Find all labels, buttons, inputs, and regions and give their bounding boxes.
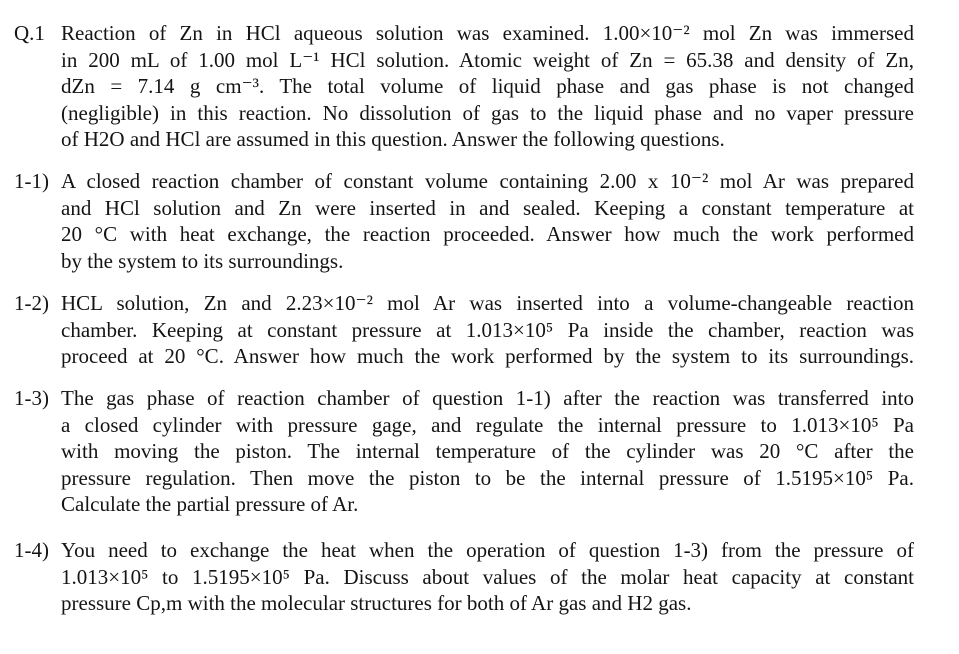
q1-3-label: 1-3) [14,386,49,410]
q1-1-text-line-3: 20 °C with heat exchange, the reaction proceeded. Answer how much the work performed [61,222,914,247]
q1-1-line-4 [14,248,914,275]
q1-label: Q.1 [14,21,45,45]
q1-2-text-line-1: HCL solution, Zn and 2.23×10⁻² mol Ar was inserted into a volume-changeable reaction [61,291,914,315]
q1-text-line-5: of H2O and HCl are assumed in this question. Answer the following questions. [61,127,725,152]
q1-3-text-line-1: The gas phase of reaction chamber of question 1-1) after the reaction was transferred into [61,386,914,410]
q1-1-line-1 [14,168,914,195]
question-q1 [14,20,914,153]
q1-3-line-5 [14,491,914,518]
q1-1-line-3 [14,221,914,248]
q1-text-line-4: (negligible) in this reaction. No dissolution of gas to the liquid phase and no vaper pressure [61,100,914,125]
question-1-3 [14,385,914,518]
q1-3-text-line-3: with moving the piston. The internal temperature of the cylinder was 20 °C after the [61,439,914,464]
q1-1-text-line-1: A closed reaction chamber of constant volume containing 2.00 x 10⁻² mol Ar was prepared [61,169,914,193]
q1-3-line-4 [14,465,914,492]
q1-text-line-3: dZn = 7.14 g cm⁻³. The total volume of liquid phase and gas phase is not changed [61,74,914,99]
q1-2-label: 1-2) [14,291,49,315]
q1-2-line-2 [14,317,914,344]
q1-4-text-line-3: pressure Cp,m with the molecular structures for both of Ar gas and H2 gas. [61,591,692,616]
q1-line-3 [14,73,914,100]
q1-4-line-1 [14,537,914,564]
q1-line-2 [14,47,914,74]
q1-text-line-1: Reaction of Zn in HCl aqueous solution was examined. 1.00×10⁻² mol Zn was immersed [61,21,914,45]
q1-3-line-1 [14,385,914,412]
q1-2-text-line-3: proceed at 20 °C. Answer how much the work performed by the system to its surroundings. [61,344,914,369]
q1-4-line-2 [14,564,914,591]
q1-1-text-line-2: and HCl solution and Zn were inserted in and sealed. Keeping a constant temperature at [61,195,914,220]
question-1-2 [14,290,914,370]
question-1-4 [14,537,914,617]
q1-2-line-1 [14,290,914,317]
q1-3-text-line-4: pressure regulation. Then move the piston to be the internal pressure of 1.5195×10⁵ Pa. [61,465,914,490]
q1-2-line-3 [14,343,914,370]
q1-line-5 [14,126,914,153]
question-1-1 [14,168,914,274]
q1-4-label: 1-4) [14,538,49,562]
q1-2-text-line-2: chamber. Keeping at constant pressure at 1.013×10⁵ Pa inside the chamber, reaction was [61,317,914,342]
q1-3-text-line-2: a closed cylinder with pressure gage, and regulate the internal pressure to 1.013×10⁵ Pa [61,412,914,437]
q1-line-4 [14,100,914,127]
q1-1-line-2 [14,195,914,222]
q1-1-label: 1-1) [14,169,49,193]
q1-1-text-line-4: by the system to its surroundings. [61,248,344,273]
q1-line-1 [14,20,914,47]
q1-4-line-3 [14,590,914,617]
q1-4-text-line-2: 1.013×10⁵ to 1.5195×10⁵ Pa. Discuss about values of the molar heat capacity at constant [61,564,914,589]
q1-3-text-line-5: Calculate the partial pressure of Ar. [61,492,359,517]
q1-3-line-2 [14,412,914,439]
q1-4-text-line-1: You need to exchange the heat when the operation of question 1-3) from the pressure of [61,538,914,562]
q1-text-line-2: in 200 mL of 1.00 mol L⁻¹ HCl solution. Atomic weight of Zn = 65.38 and density of Zn, [61,47,914,72]
q1-3-line-3 [14,438,914,465]
